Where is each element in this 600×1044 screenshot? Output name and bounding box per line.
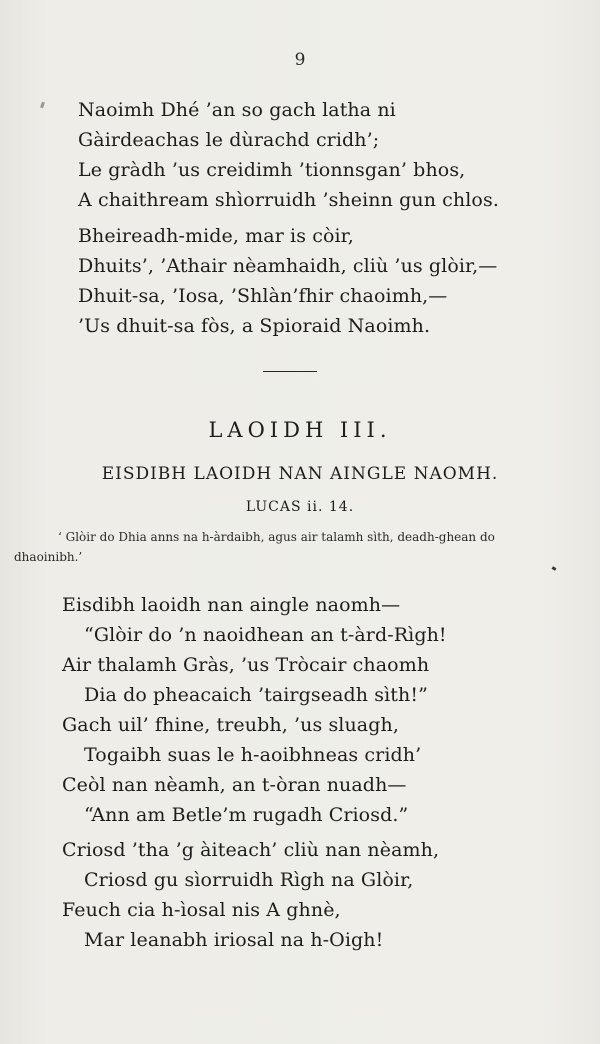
stanza-4: [62, 835, 439, 955]
epigraph: [14, 527, 574, 567]
verse-line: ’Us dhuit-sa fòs, a Spioraid Naoimh.: [78, 315, 431, 337]
verse-line: Criosd gu sìorruidh Rìgh na Glòir,: [84, 869, 414, 891]
stanza-3: [62, 590, 447, 830]
verse-line: “Ann am Betle’m rugadh Criosd.”: [84, 804, 409, 826]
verse-line: Air thalamh Gràs, ’us Tròcair chaomh: [62, 654, 430, 676]
verse-line: Mar leanabh iriosal na h-Oigh!: [84, 929, 384, 951]
hymn-heading: LAOIDH III.: [208, 418, 392, 442]
verse-line: Dhuit-sa, ’Iosa, ’Shlàn’fhir chaoimh,—: [78, 285, 448, 307]
verse-line: Criosd ’tha ’g àiteach’ cliù nan nèamh,: [62, 839, 440, 861]
verse-line: Gàirdeachas le dùrachd cridh’;: [78, 129, 380, 151]
margin-mark: [40, 102, 45, 109]
verse-line: Le gràdh ’us creidimh ’tionnsgan’ bhos,: [78, 159, 466, 181]
hymn-title: EISDIBH LAOIDH NAN AINGLE NAOMH.: [101, 464, 499, 484]
verse-line: Dhuits’, ’Athair nèamhaidh, cliù ’us glòir,—: [78, 255, 498, 277]
scripture-reference: LUCAS ii. 14.: [245, 499, 355, 515]
stanza-1: [78, 95, 499, 215]
verse-line: A chaithream shìorruidh ’sheinn gun chlos.: [78, 189, 499, 211]
verse-line: “Glòir do ’n naoidhean an t-àrd-Rìgh!: [84, 624, 447, 646]
stanza-2: [78, 221, 497, 341]
page-number: 9: [294, 50, 306, 70]
verse-line: Dia do pheacaich ’tairgseadh sìth!”: [84, 684, 428, 706]
verse-line: Togaibh suas le h-aoibhneas cridh’: [84, 744, 422, 766]
epigraph-line: ‘ Glòir do Dhia anns na h-àrdaibh, agus air talamh sìth, deadh-ghean do: [58, 530, 495, 544]
verse-line: Bheireadh-mide, mar is còir,: [78, 225, 354, 247]
verse-line: Ceòl nan nèamh, an t-òran nuadh—: [62, 774, 407, 796]
verse-line: Gach uil’ fhine, treubh, ’us sluagh,: [62, 714, 399, 736]
section-divider: [263, 371, 317, 372]
ink-speck: [552, 566, 557, 571]
epigraph-line: dhaoinibh.’: [14, 550, 83, 564]
verse-line: Feuch cia h-ìosal nis A ghnè,: [62, 899, 341, 921]
verse-line: Eisdibh laoidh nan aingle naomh—: [62, 594, 401, 616]
verse-line: Naoimh Dhé ’an so gach latha ni: [78, 99, 396, 121]
